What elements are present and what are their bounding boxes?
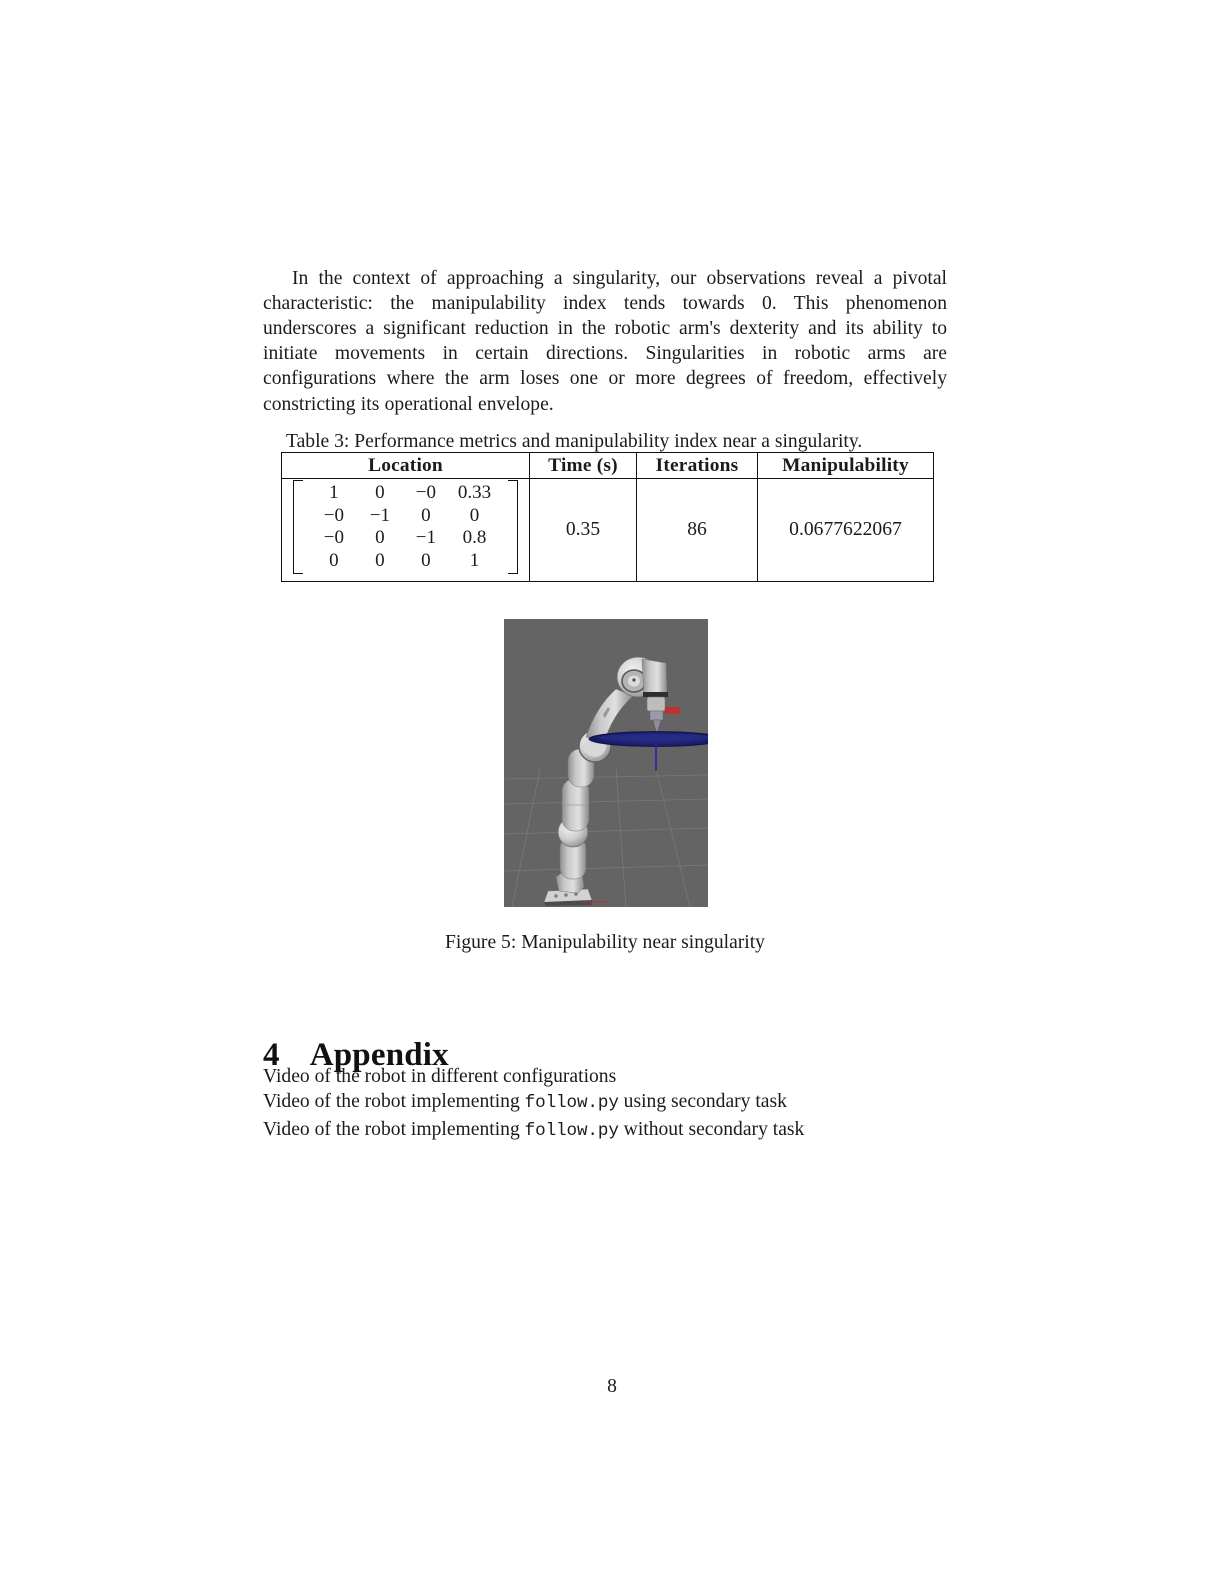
section-title: Appendix <box>309 1037 449 1074</box>
page-number: 8 <box>607 1376 617 1397</box>
cell-location-matrix <box>282 479 530 582</box>
column-header-manipulability: Manipulability <box>758 453 934 479</box>
appendix-line-2-code: follow.py <box>524 1093 619 1114</box>
appendix-line-2-before: Video of the robot implementing <box>263 1091 525 1113</box>
table-caption: Table 3: Performance metrics and manipulability index near a singularity. <box>286 431 863 452</box>
matrix-cell: 0 <box>375 549 385 571</box>
appendix-line-3-code: follow.py <box>524 1120 619 1141</box>
matrix-cell: −1 <box>369 504 390 526</box>
matrix-cell: 1 <box>469 549 480 571</box>
body-paragraph: In the context of approaching a singularity, our observations reveal a pivotal characteristic: the manipulability index tends towards 0. This phenomenon underscores a significant reduction in the robotic arm's dexterity and its ability to initiate movements in certain directions. Singularities in robotic arms are configurations where the arm loses one or more degrees of freedom, effectively constricting its operational envelope. <box>263 267 947 415</box>
robot-simulation-svg <box>504 619 708 907</box>
column-header-iterations: Iterations <box>637 453 758 479</box>
cell-time: 0.35 <box>530 479 637 582</box>
matrix-cell: 0 <box>421 504 431 526</box>
matrix-cell: 0.33 <box>457 482 492 503</box>
matrix-cell: 0 <box>421 549 431 571</box>
location-matrix <box>293 479 518 575</box>
matrix-cell: −0 <box>323 527 344 548</box>
cell-iterations: 86 <box>637 479 758 582</box>
appendix-line-3-after: without secondary task <box>618 1118 805 1140</box>
figure-caption: Figure 5: Manipulability near singularity <box>445 932 765 953</box>
section-number: 4 <box>263 1037 280 1074</box>
matrix-cell: 0 <box>375 527 385 548</box>
matrix-row <box>311 482 500 505</box>
matrix-cell: 0 <box>329 549 339 571</box>
matrix-right-bracket <box>508 480 518 574</box>
matrix-cell: 0.8 <box>462 527 487 548</box>
appendix-line-1-text: Video of the robot in different configurations <box>263 1066 617 1087</box>
matrix-cell: −0 <box>323 504 344 526</box>
table-row <box>282 479 934 582</box>
matrix-cell: −1 <box>415 527 436 548</box>
column-header-time: Time (s) <box>530 453 637 479</box>
matrix-row <box>311 550 500 573</box>
column-header-location: Location <box>282 453 530 479</box>
matrix-cell: −0 <box>415 482 436 503</box>
matrix-cell: 0 <box>375 482 385 503</box>
matrix-cell: 1 <box>329 482 339 503</box>
appendix-line-3 <box>263 1117 963 1144</box>
matrix-left-bracket <box>293 480 303 574</box>
table-header-row <box>282 453 934 479</box>
matrix-row <box>311 527 500 550</box>
manipulability-ellipsoid <box>589 732 708 747</box>
appendix-link-list <box>263 1064 963 1144</box>
appendix-line-2 <box>263 1089 963 1116</box>
matrix-row <box>311 505 500 528</box>
appendix-line-2-after: using secondary task <box>618 1091 787 1113</box>
figure-image-robot-simulation <box>504 619 708 907</box>
viewport-background <box>504 619 708 907</box>
cell-manipulability: 0.0677622067 <box>758 479 934 582</box>
appendix-line-1 <box>263 1064 963 1089</box>
matrix-cell: 0 <box>469 504 480 526</box>
appendix-line-3-before: Video of the robot implementing <box>263 1118 525 1140</box>
performance-metrics-table <box>281 452 929 582</box>
target-marker-red <box>665 707 680 714</box>
